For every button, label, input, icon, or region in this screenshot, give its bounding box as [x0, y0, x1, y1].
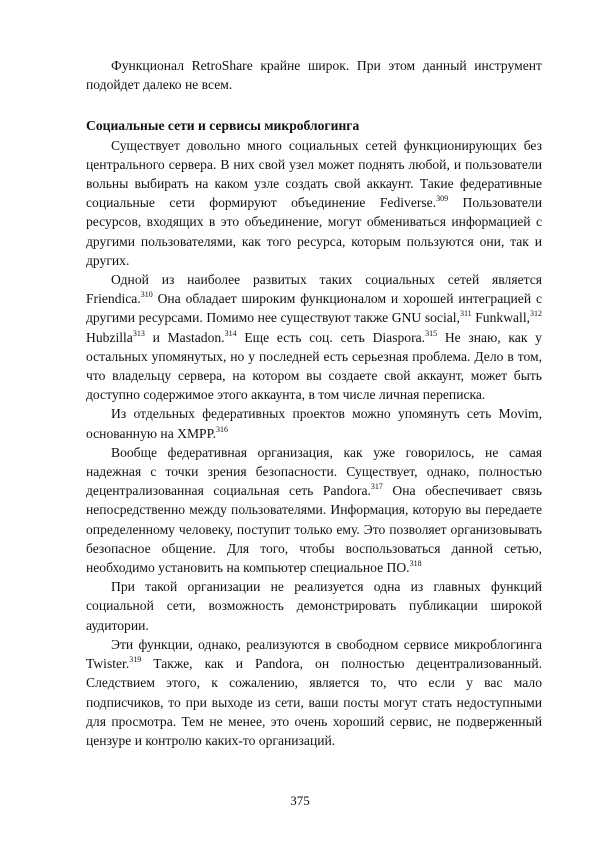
paragraph-twister — [86, 635, 542, 750]
paragraph-organization: При такой организации не реализуется одна из главных функций социальной сети, возможность демонстрировать публикации широкой аудитории. — [86, 579, 542, 633]
footnote-ref: 317 — [370, 482, 383, 492]
text-span: Она обеспечивает связь непосредственно между пользователями. Информация, которую вы передаете определенному человеку, поступит только ему. Это позволяет организовывать безопасное общение. Для того, чтобы воспользоваться данной сетью, необходимо установить на компьютер специальное ПО. — [86, 483, 542, 576]
footnote-ref: 311 — [459, 309, 472, 319]
section-heading: Социальные сети и сервисы микроблогинга — [86, 118, 360, 134]
paragraph-friendica — [86, 270, 542, 404]
paragraph-retroshare: Функционал RetroShare крайне широк. При этом данный инструмент подойдет далеко не всем. — [86, 58, 542, 93]
text-span: Funkwall, — [471, 310, 530, 326]
text-span: Она обладает широким функционалом и хорошей интеграцией с другими ресурсами. Помимо нее существуют также GNU social, — [86, 291, 542, 326]
text-span: Еще есть соц. сеть Diaspora. — [236, 329, 426, 345]
page-body — [86, 56, 542, 750]
footnote-ref: 315 — [425, 328, 438, 338]
footnote-ref: 310 — [140, 290, 153, 300]
text-span: Эти функции, однако, реализуются в свободном сервисе микроблогинга Twister. — [86, 636, 542, 672]
paragraph-pandora — [86, 443, 542, 577]
footnote-ref: 316 — [216, 424, 229, 434]
footnote-ref: 318 — [409, 559, 422, 569]
text-span: Не знаю, как у остальных упомянутых, но у последней есть серьезная проблема. Дело в том, что владельцу сервера, на котором вы создаете свой аккаунт, может быть доступно содержимое этого аккаунта, в том числе личная переписка. — [86, 329, 542, 403]
paragraph-movim — [86, 404, 542, 442]
paragraph-fediverse — [86, 136, 542, 270]
footnote-ref: 309 — [436, 194, 449, 204]
text-span: и Mastadon. — [144, 329, 225, 345]
footnote-ref: 313 — [132, 328, 145, 338]
text-span: Существует довольно много социальных сетей функционирующих без центрального сервера. В них свой узел может поднять любой, и пользователи вольны выбирать на каком узле создать свой аккаунт. Такие федеративные социальные сети формируют объединение Fediverse. — [86, 137, 542, 211]
footnote-ref: 314 — [224, 328, 237, 338]
text-span: Из отдельных федеративных проектов можно упомянуть сеть Movim, основанную на XMPP. — [86, 406, 542, 441]
text-span: Hubzilla — [86, 329, 133, 345]
text-span: Вообще федеративная организация, как уже говорилось, не самая надежная с точки зрения безопасности. Существует, однако, полностью децентрализованная социальная сеть Pandora. — [86, 444, 542, 499]
text-span: Пользователи ресурсов, входящих в это объединение, могут обмениваться информацией с другими пользователями, как того ресурса, которым пользуются они, так и других. — [86, 195, 542, 268]
text-span: Одной из наиболее развитых таких социальных сетей является Friendica. — [86, 272, 542, 307]
text-span: Также, как и Pandora, он полностью децентрализованный. Следствием этого, к сожалению, является то, что если у вас мало подписчиков, то при выходе из сети, ваши посты могут стать недоступными для просмотра. Тем не менее, это очень хороший сервис, не подверженный цензуре и контролю каких-то организаций. — [86, 656, 542, 748]
footnote-ref: 319 — [129, 655, 142, 665]
footnote-ref: 312 — [530, 309, 542, 319]
page-number: 375 — [290, 793, 310, 808]
